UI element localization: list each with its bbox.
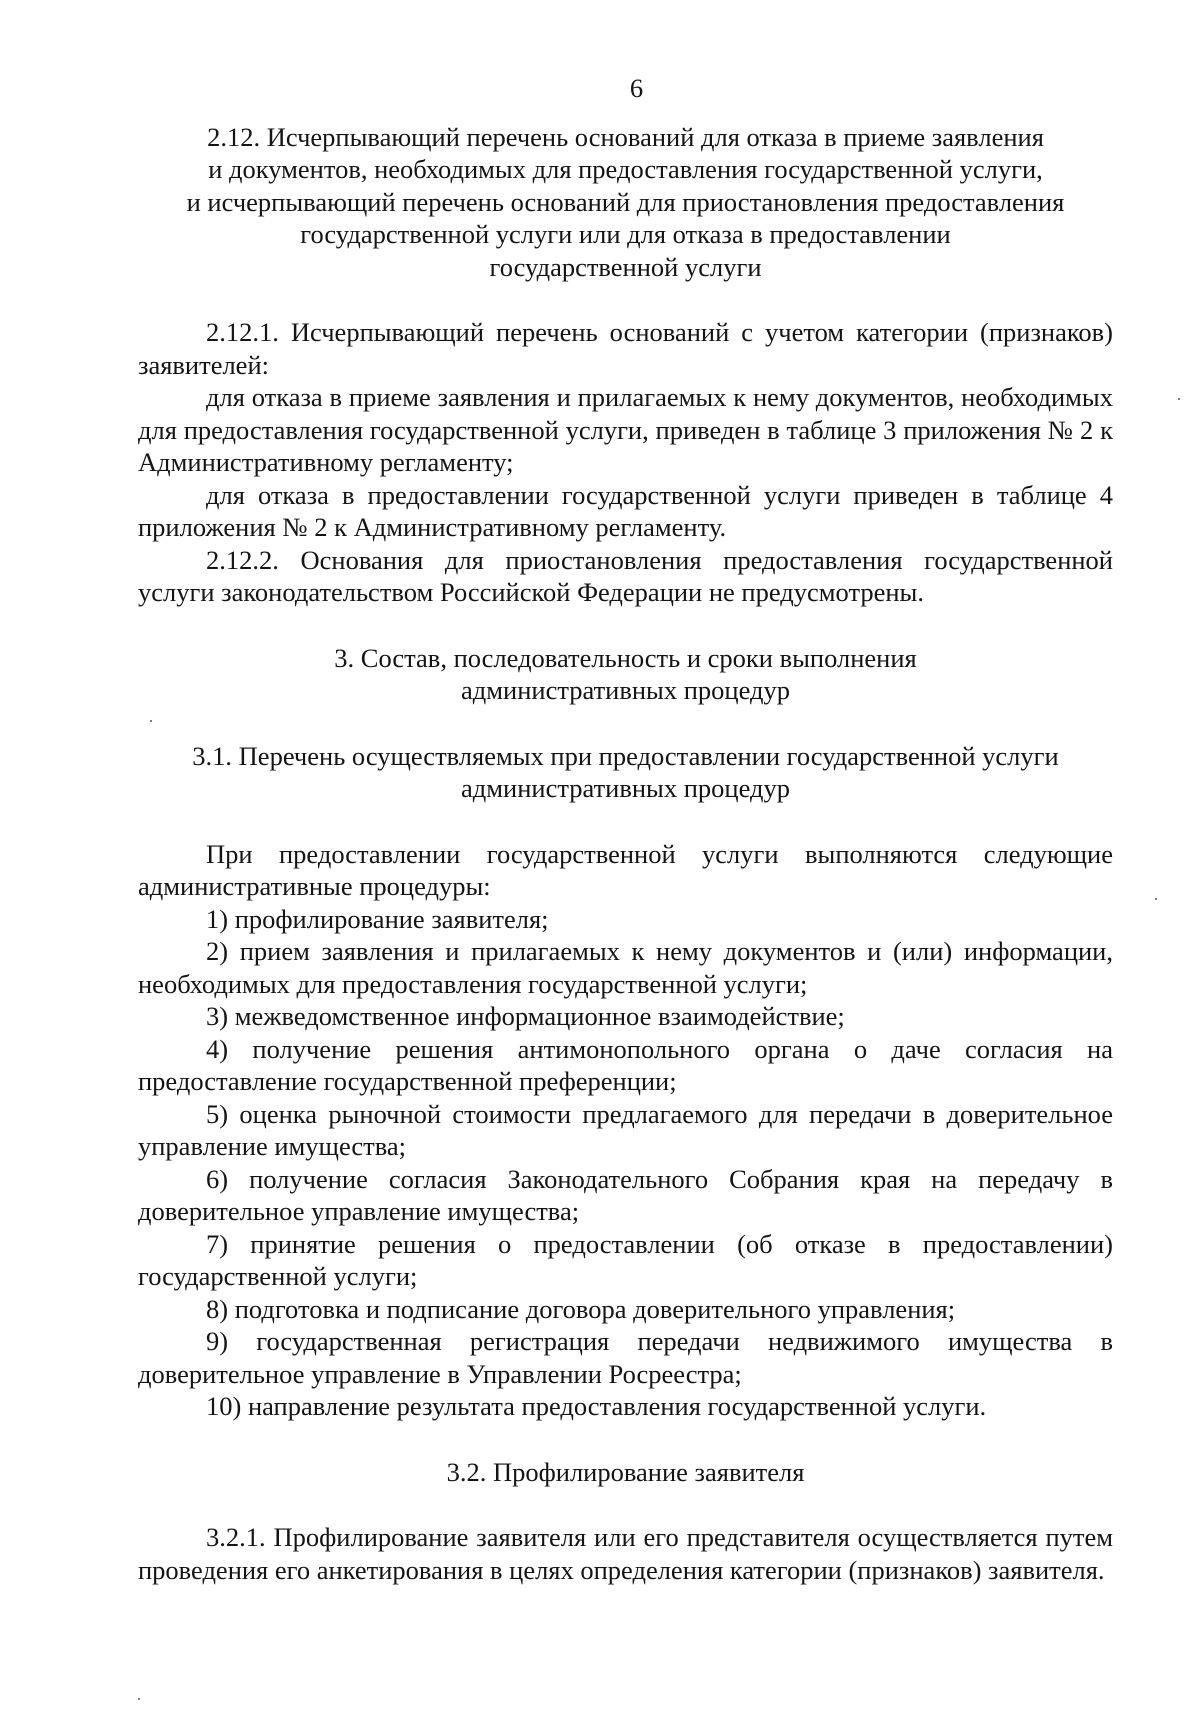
procedure-item-9: 9) государственная регистрация передачи недвижимого имущества в доверительное управление в Управлении Росреестра;	[138, 1326, 1113, 1389]
heading-line: административных процедур	[461, 773, 790, 803]
procedure-item-1: 1) профилирование заявителя;	[206, 903, 549, 934]
scan-speck	[150, 720, 152, 722]
paragraph-procedures-intro: При предоставлении государственной услуги выполняются следующие административные процедуры:	[138, 838, 1113, 901]
scan-speck	[1155, 898, 1157, 900]
procedure-item-3: 3) межведомственное информационное взаимодействие;	[206, 1001, 845, 1031]
procedure-item-5: 5) оценка рыночной стоимости предлагаемого для передачи в доверительное управление имущества;	[138, 1098, 1113, 1161]
procedure-item-7: 7) принятие решения о предоставлении (об отказе в предоставлении) государственной услуги;	[138, 1228, 1113, 1291]
heading-line: 2.12. Исчерпывающий перечень оснований для отказа в приеме заявления	[207, 121, 1044, 152]
paragraph-2-12-2: 2.12.2. Основания для приостановления предоставления государственной услуги законодательством Российской Федерации не предусмотрены.	[138, 544, 1113, 607]
procedure-item-8: 8) подготовка и подписание договора доверительного управления;	[206, 1293, 956, 1324]
heading-line: 3.2. Профилирование заявителя	[446, 1456, 805, 1487]
heading-line: 3.1. Перечень осуществляемых при предоставлении государственной услуги	[192, 740, 1059, 771]
procedure-item-6: 6) получение согласия Законодательного Собрания края на передачу в доверительное управление имущества;	[138, 1163, 1113, 1226]
section-3-heading	[138, 642, 1113, 707]
procedure-item-2: 2) прием заявления и прилагаемых к нему документов и (или) информации, необходимых для предоставления государственной услуги;	[138, 936, 1113, 999]
scan-speck	[138, 1698, 140, 1700]
procedure-item-10: 10) направление результата предоставления государственной услуги.	[206, 1391, 987, 1421]
paragraph-2-12-1: 2.12.1. Исчерпывающий перечень оснований с учетом категории (признаков) заявителей:	[138, 317, 1113, 380]
heading-line: и исчерпывающий перечень оснований для приостановления предоставления	[186, 186, 1065, 217]
document-page	[138, 72, 1113, 1586]
section-3-1-heading	[138, 740, 1113, 805]
section-3-2-heading	[138, 1456, 1113, 1489]
heading-line: 3. Состав, последовательность и сроки выполнения	[334, 642, 917, 673]
paragraph-refusal-acceptance: для отказа в приеме заявления и прилагаемых к нему документов, необходимых для предоставления государственной услуги, приведен в таблице 3 приложения № 2 к Административному регламенту;	[138, 382, 1113, 477]
page-number: 6	[629, 73, 644, 103]
heading-line: административных процедур	[461, 675, 790, 705]
paragraph-3-2-1: 3.2.1. Профилирование заявителя или его представителя осуществляется путем проведения его анкетирования в целях определения категории (признаков) заявителя.	[138, 1522, 1113, 1585]
heading-line: государственной услуги или для отказа в предоставлении	[300, 219, 951, 249]
heading-line: и документов, необходимых для предоставления государственной услуги,	[208, 154, 1043, 184]
heading-line: государственной услуги	[489, 251, 762, 282]
paragraph-refusal-service: для отказа в предоставлении государственной услуги приведен в таблице 4 приложения № 2 к Административному регламенту.	[138, 479, 1113, 542]
section-2-12-heading	[138, 121, 1113, 284]
procedure-item-4: 4) получение решения антимонопольного органа о даче согласия на предоставление государственной преференции;	[138, 1033, 1113, 1096]
scan-speck	[1178, 398, 1180, 400]
